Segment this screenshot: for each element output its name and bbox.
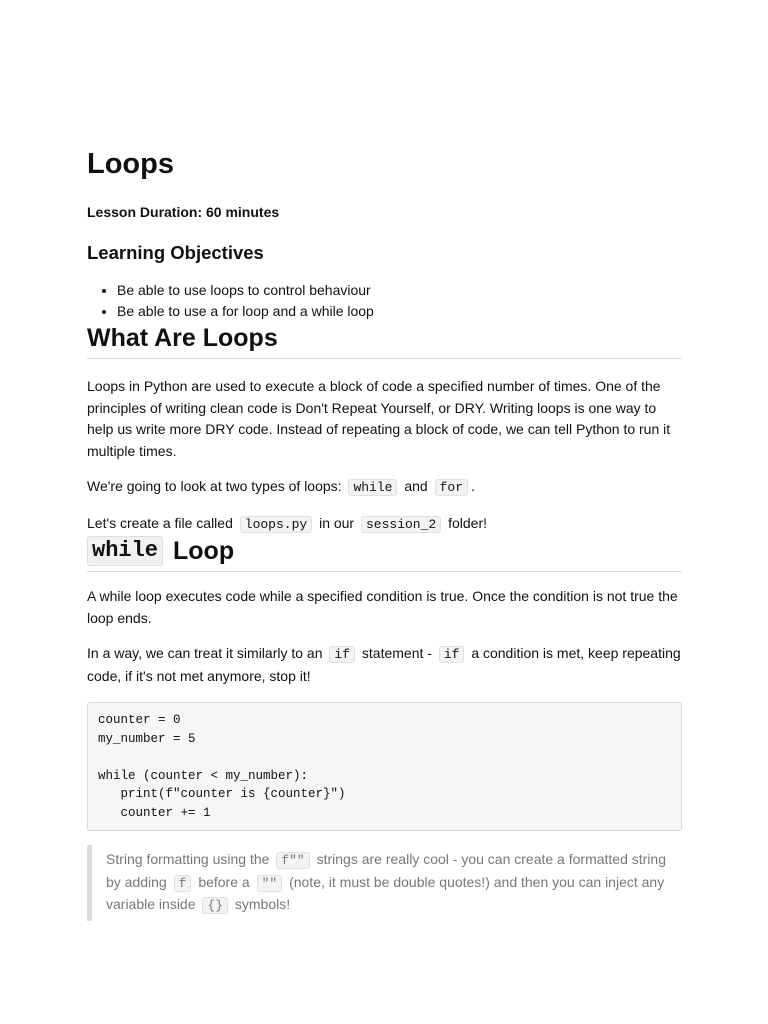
- document-content: [87, 146, 682, 921]
- text: before a: [198, 873, 250, 890]
- inline-code: f"": [276, 852, 309, 869]
- section-heading-what-are-loops: What Are Loops: [87, 322, 682, 359]
- inline-code: for: [435, 479, 468, 496]
- section-heading-while-loop: [87, 535, 682, 572]
- inline-code: if: [439, 646, 465, 663]
- loop-types-paragraph: [87, 476, 682, 499]
- inline-code: loops.py: [240, 516, 312, 533]
- inline-code: session_2: [361, 516, 441, 533]
- inline-code: f: [174, 875, 192, 892]
- text: in our: [319, 514, 355, 531]
- list-item: • Be able to use a for loop and a while loop: [117, 301, 682, 322]
- page-title: Loops: [87, 148, 174, 180]
- text: Let's create a file called: [87, 514, 233, 531]
- inline-code: "": [257, 875, 283, 892]
- intro-paragraph: Loops in Python are used to execute a block of code a specified number of times. One of the principles of writing clean code is Don't Repeat Yourself, or DRY. Writing loops is one way to help us write more DRY code. Instead of repeating a block of code, we can tell Python to run it multiple times.: [87, 378, 671, 459]
- objectives-list: [87, 280, 682, 322]
- code-block: counter = 0 my_number = 5 while (counter < my_number): print(f"counter is {counter}") counter += 1: [87, 702, 682, 831]
- inline-code: while: [348, 479, 397, 496]
- heading-text: Loop: [173, 537, 235, 565]
- text: a condition is met, keep repeating code, if it's not met anymore, stop it!: [87, 645, 681, 684]
- text: and: [404, 478, 428, 494]
- heading-code: while: [87, 536, 163, 566]
- text: strings are really cool - you can create a formatted string by adding: [106, 851, 666, 890]
- while-if-paragraph: [87, 643, 682, 687]
- text: folder!: [448, 514, 488, 531]
- text: String formatting using the: [106, 851, 270, 867]
- blockquote-note: [87, 845, 682, 921]
- inline-code: if: [329, 646, 355, 663]
- text: In a way, we can treat it similarly to an: [87, 645, 323, 661]
- text: statement -: [361, 645, 432, 661]
- create-file-paragraph: [87, 513, 682, 536]
- text: We're going to look at two types of loops:: [87, 478, 342, 494]
- list-item: • Be able to use loops to control behaviour: [117, 280, 682, 301]
- text: symbols!: [234, 896, 291, 912]
- quote-paragraph: [106, 849, 682, 917]
- objectives-heading: Learning Objectives: [87, 242, 264, 263]
- while-description-paragraph: A while loop executes code while a specified condition is true. Once the condition is not true the loop ends.: [87, 588, 678, 626]
- inline-code: {}: [202, 897, 228, 914]
- text: (note, it must be double quotes!) and then you can inject any variable inside: [106, 873, 665, 912]
- text: .: [471, 478, 475, 494]
- lesson-duration: Lesson Duration: 60 minutes: [87, 204, 280, 220]
